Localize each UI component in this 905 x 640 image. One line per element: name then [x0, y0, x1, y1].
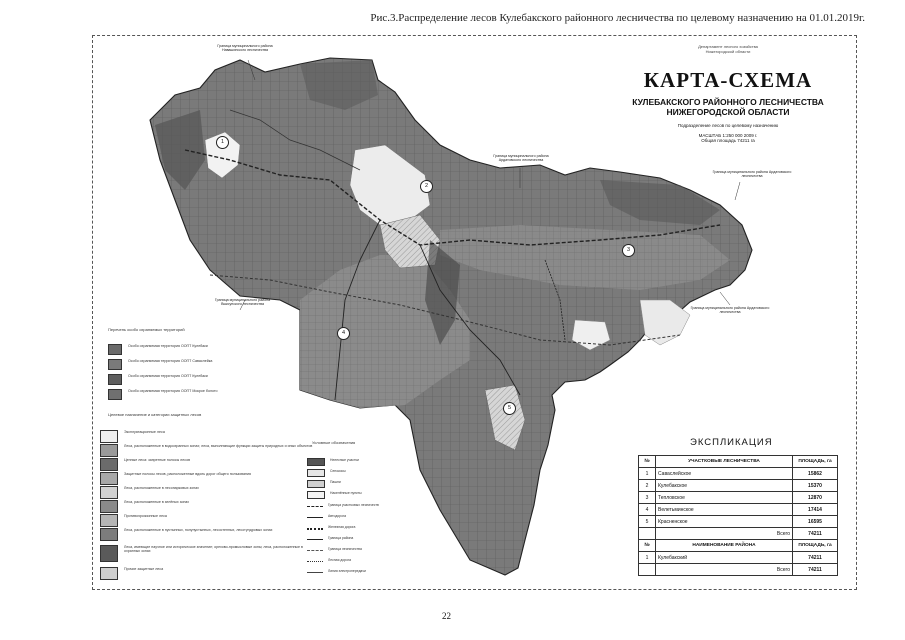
legend-label: Железная дорога [328, 525, 356, 529]
compartment-marker: 4 [337, 327, 350, 340]
total-label: Всего [656, 564, 793, 576]
legend-swatch [307, 561, 323, 562]
table-row [639, 492, 838, 504]
legend-item [108, 374, 318, 385]
row-area: 12870 [793, 492, 838, 504]
row-area: 17414 [793, 504, 838, 516]
department-note: Департамент лесного хозяйства Нижегородской области [698, 44, 758, 54]
figure-caption: Рис.3.Распределение лесов Кулебакского районного лесничества по целевому назначению на 01.01.2019г. [370, 12, 865, 24]
legend-label: Прочие защитные леса [124, 567, 164, 571]
row-number: 4 [639, 504, 656, 516]
legend-item [100, 458, 314, 471]
map-subtitle [628, 97, 828, 117]
legend-item [100, 500, 314, 513]
table-total-row [639, 528, 838, 540]
page-number: 22 [442, 611, 451, 621]
map-subtitle-line2: НИЖЕГОРОДСКОЙ ОБЛАСТИ [666, 107, 790, 117]
legend-swatch [307, 480, 325, 488]
col-area: ПЛОЩАДЬ, га [793, 540, 838, 552]
legend-label: Леса, расположенные в водоохранных зонах; леса, выполняющие функции защиты природных и иных объектов [124, 444, 313, 448]
row-area: 74211 [793, 552, 838, 564]
legend-swatch [100, 458, 118, 471]
total-label: Всего [656, 528, 793, 540]
legend-label: Лесная дорога [328, 558, 352, 562]
legend-label: Нелесные участки [330, 458, 359, 462]
legend-heading-symbols: Условные обозначения [312, 440, 356, 445]
row-area: 15862 [793, 468, 838, 480]
row-name: Кулебакский [656, 552, 793, 564]
empty-cell [639, 528, 656, 540]
legend-label: Граница участковых лесничеств [328, 503, 379, 507]
legend-label: Леса, расположенные в пустынных, полупустынных, лесостепных, лесотундровых зонах [124, 528, 273, 532]
compartment-marker: 2 [420, 180, 433, 193]
table-total-row [639, 564, 838, 576]
row-number: 3 [639, 492, 656, 504]
legend-swatch [100, 514, 118, 527]
row-name: Тепловское [656, 492, 793, 504]
legend-swatch [307, 550, 323, 551]
legend-swatch [307, 469, 325, 477]
row-number: 2 [639, 480, 656, 492]
legend-item [108, 359, 318, 370]
legend-swatch [108, 344, 122, 355]
legend-heading-protected: Перечень особо охраняемых территорий [108, 327, 185, 332]
row-name: Велетьминское [656, 504, 793, 516]
legend-label: Сенокосы [330, 469, 346, 473]
legend-label: Особо охраняемая территория ООПТ Кулебаки [128, 374, 208, 378]
legend-item [307, 480, 420, 488]
table-row [639, 480, 838, 492]
legend-label: Леса, имеющие научное или историческое значение; орехово-промысловые зоны; леса, расположенные в охранных зонах [124, 545, 303, 554]
legend-item [307, 525, 418, 530]
legend-swatch [307, 517, 323, 518]
legend-heading-categories: Целевое назначение и категории защитных лесов [108, 412, 202, 417]
legend-swatch [100, 545, 118, 562]
map-purpose: Подразделение лесов по целевому назначению [677, 123, 779, 128]
row-number: 1 [639, 552, 656, 564]
row-name: Саваслейское [656, 468, 793, 480]
legend-label: Эксплуатационные леса [124, 430, 165, 434]
row-number: 1 [639, 468, 656, 480]
legend-item [100, 528, 314, 541]
legend-label: Пашни [330, 480, 341, 484]
legend-label: Леса, расположенные в зелёных зонах [124, 500, 190, 504]
row-number: 5 [639, 516, 656, 528]
legend-swatch [108, 374, 122, 385]
legend-item [100, 567, 314, 580]
col-number: № [639, 456, 656, 468]
table-header-row [639, 456, 838, 468]
legend-item [100, 545, 314, 562]
legend-item [307, 558, 418, 562]
table-row [639, 552, 838, 564]
row-name: Кулебакское [656, 480, 793, 492]
table-header-row [639, 540, 838, 552]
total-area: Общая площадь 74211 га [701, 138, 755, 143]
map-label-right: Граница муниципального района Ардатовского лесничества [712, 170, 792, 178]
legend-label: Граница района [328, 536, 354, 540]
legend-label: Граница лесничества [328, 547, 362, 551]
legend-item [307, 547, 418, 551]
legend-swatch [100, 567, 118, 580]
legend-swatch [108, 359, 122, 370]
compartment-marker: 5 [503, 402, 516, 415]
legend-swatch [100, 500, 118, 513]
legend-item [307, 458, 420, 466]
legend-item [307, 491, 420, 499]
legend-item [307, 469, 420, 477]
explication-table [638, 455, 838, 576]
legend-swatch [100, 528, 118, 541]
legend-swatch [307, 528, 323, 530]
map-label-left: Граница муниципального района Выксунского лесничества [214, 298, 271, 306]
legend-label: Населённые пункты [330, 491, 362, 495]
map-title: КАРТА-СХЕМА [643, 68, 813, 92]
legend-label: Особо охраняемая территория ООПТ Кулебаки [128, 344, 208, 348]
row-name: Красненское [656, 516, 793, 528]
legend-swatch [100, 472, 118, 485]
col-area: ПЛОЩАДЬ, га [793, 456, 838, 468]
legend-swatch [307, 506, 323, 507]
legend-swatch [307, 491, 325, 499]
legend-item [100, 514, 314, 527]
map-label-right-lower: Граница муниципального района Ардатовского лесничества [690, 306, 770, 314]
map-label-mid-right: Граница муниципального района Ардатовского лесничества [493, 154, 549, 162]
legend-swatch [307, 572, 323, 573]
legend-swatch [100, 486, 118, 499]
row-area: 16595 [793, 516, 838, 528]
legend-item [307, 569, 418, 573]
explication-title: ЭКСПЛИКАЦИЯ [690, 437, 773, 448]
title-block [628, 44, 828, 143]
legend-item [108, 344, 318, 355]
legend-item [108, 389, 318, 400]
legend-swatch [307, 458, 325, 466]
total-value: 74211 [793, 528, 838, 540]
total-value: 74211 [793, 564, 838, 576]
legend-item [100, 486, 314, 499]
legend-item [100, 444, 314, 457]
legend-label: Автодорога [328, 514, 346, 518]
legend-item [307, 514, 418, 518]
table-row [639, 504, 838, 516]
leader-line [720, 292, 730, 305]
table-row [639, 468, 838, 480]
legend-item [100, 430, 314, 443]
legend-label: Леса, расположенные в лесопарковых зонах [124, 486, 199, 490]
col-number: № [639, 540, 656, 552]
legend-swatch [100, 430, 118, 443]
legend-label: Особо охраняемая территория ООПТ Саваслейка [128, 359, 213, 363]
legend-swatch [100, 444, 118, 457]
col-forestry: УЧАСТКОВЫЕ ЛЕСНИЧЕСТВА [656, 456, 793, 468]
legend-label: Особо охраняемая территория ООПТ Мокрое болото [128, 389, 218, 393]
compartment-marker: 1 [216, 136, 229, 149]
legend-label: Защитные полосы лесов, расположенные вдоль дорог общего пользования [124, 472, 251, 476]
compartment-marker: 3 [622, 244, 635, 257]
empty-cell [639, 564, 656, 576]
legend-label: Ценные леса: запретные полосы лесов [124, 458, 190, 462]
map-scale: МАСШТАБ 1:250 000 2009 г. [698, 133, 758, 138]
legend-item [100, 472, 314, 485]
legend-swatch [307, 539, 323, 540]
legend-label: Противоэрозионные леса [124, 514, 167, 518]
legend-item [307, 503, 418, 507]
table-row [639, 516, 838, 528]
leader-line [735, 182, 740, 200]
row-area: 15370 [793, 480, 838, 492]
legend-item [307, 536, 418, 540]
legend-label: Линия электропередачи [328, 569, 366, 573]
map-subtitle-line1: КУЛЕБАКСКОГО РАЙОННОГО ЛЕСНИЧЕСТВА [632, 97, 824, 107]
map-label-top-left: Граница муниципального района Навашинского лесничества [217, 44, 273, 52]
col-district: НАИМЕНОВАНИЕ РАЙОНА [656, 540, 793, 552]
legend-swatch [108, 389, 122, 400]
